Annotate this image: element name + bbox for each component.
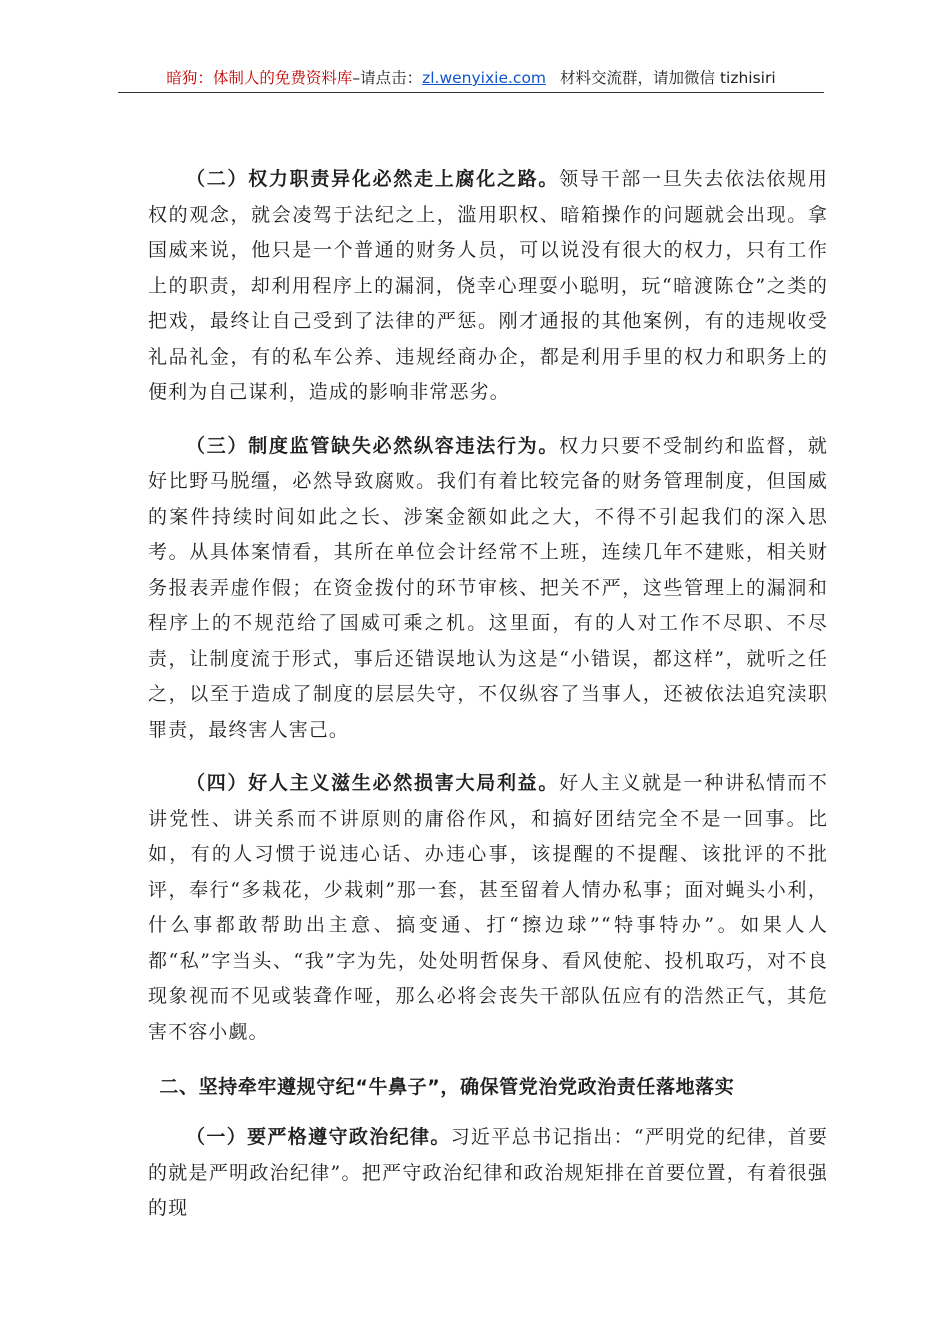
paragraph-final: [148, 1120, 828, 1227]
paragraph-body: 权力只要不受制约和监督，就好比野马脱缰，必然导致腐败。我们有着比较完备的财务管理制度，但国威的案件持续时间如此之长、涉案金额如此之大，不得不引起我们的深入思考。从具体案情看，其所在单位会计经常不上班，连续几年不建账，相关财务报表弄虚作假；在资金拨付的环节审核、把关不严，这些管理上的漏洞和程序上的不规范给了国威可乘之机。这里面，有的人对工作不尽职、不尽责，让制度流于形式，事后还错误地认为这是“小错误，都这样”，就听之任之，以至于造成了制度的层层失守，不仅纵容了当事人，还被依法追究渎职罪责，最终害人害己。: [148, 434, 828, 741]
paragraph-lead: （二）权力职责异化必然走上腐化之路。: [186, 168, 560, 190]
document-body: [148, 162, 828, 1227]
paragraph-2: [148, 162, 828, 411]
header-brand: 暗狗：体制人的免费资料库: [166, 69, 353, 87]
paragraph-body: 领导干部一旦失去依法依规用权的观念，就会凌驾于法纪之上，滥用职权、暗箱操作的问题就会出现。拿国威来说，他只是一个普通的财务人员，可以说没有很大的权力，只有工作上的职责，却利用程序上的漏洞，侥幸心理耍小聪明，玩“暗渡陈仓”之类的把戏，最终让自己受到了法律的严惩。刚才通报的其他案例，有的违规收受礼品礼金，有的私车公养、违规经商办企，都是利用手里的权力和职务上的便利为自己谋利，造成的影响非常恶劣。: [148, 168, 828, 403]
paragraph-3: [148, 429, 828, 749]
header-contact: 材料交流群，请加微信 tizhisiri: [560, 69, 776, 87]
header-prompt: –请点击：: [352, 69, 423, 87]
section-heading: 二、坚持牵牢遵规守纪“牛鼻子”，确保管党治党政治责任落地落实: [159, 1076, 735, 1098]
paragraph-lead: （三）制度监管缺失必然纵容违法行为。: [186, 434, 560, 457]
page-header: [118, 66, 824, 93]
header-link[interactable]: zl.wenyixie.com: [422, 69, 547, 87]
paragraph-body: 习近平总书记指出：“严明党的纪律，首要的就是严明政治纪律”。把严守政治纪律和政治规矩排在首要位置，有着很强的现: [148, 1126, 828, 1219]
paragraph-body: 好人主义就是一种讲私情而不讲党性、讲关系而不讲原则的庸俗作风，和搞好团结完全不是一回事。比如，有的人习惯于说违心话、办违心事，该提醒的不提醒、该批评的不批评，奉行“多栽花，少栽刺”那一套，甚至留着人情办私事；面对蝇头小利，什么事都敢帮助出主意、搞变通、打“擦边球”“特事特办”。如果人人都“私”字当头、“我”字为先，处处明哲保身、看风使舵、投机取巧，对不良现象视而不见或装聋作哑，那么必将会丧失干部队伍应有的浩然正气，其危害不容小觑。: [148, 772, 828, 1043]
paragraph-lead: （一）要严格遵守政治纪律。: [186, 1126, 451, 1148]
paragraph-4: [148, 766, 828, 1050]
paragraph-lead: （四）好人主义滋生必然损害大局利益。: [186, 772, 560, 794]
